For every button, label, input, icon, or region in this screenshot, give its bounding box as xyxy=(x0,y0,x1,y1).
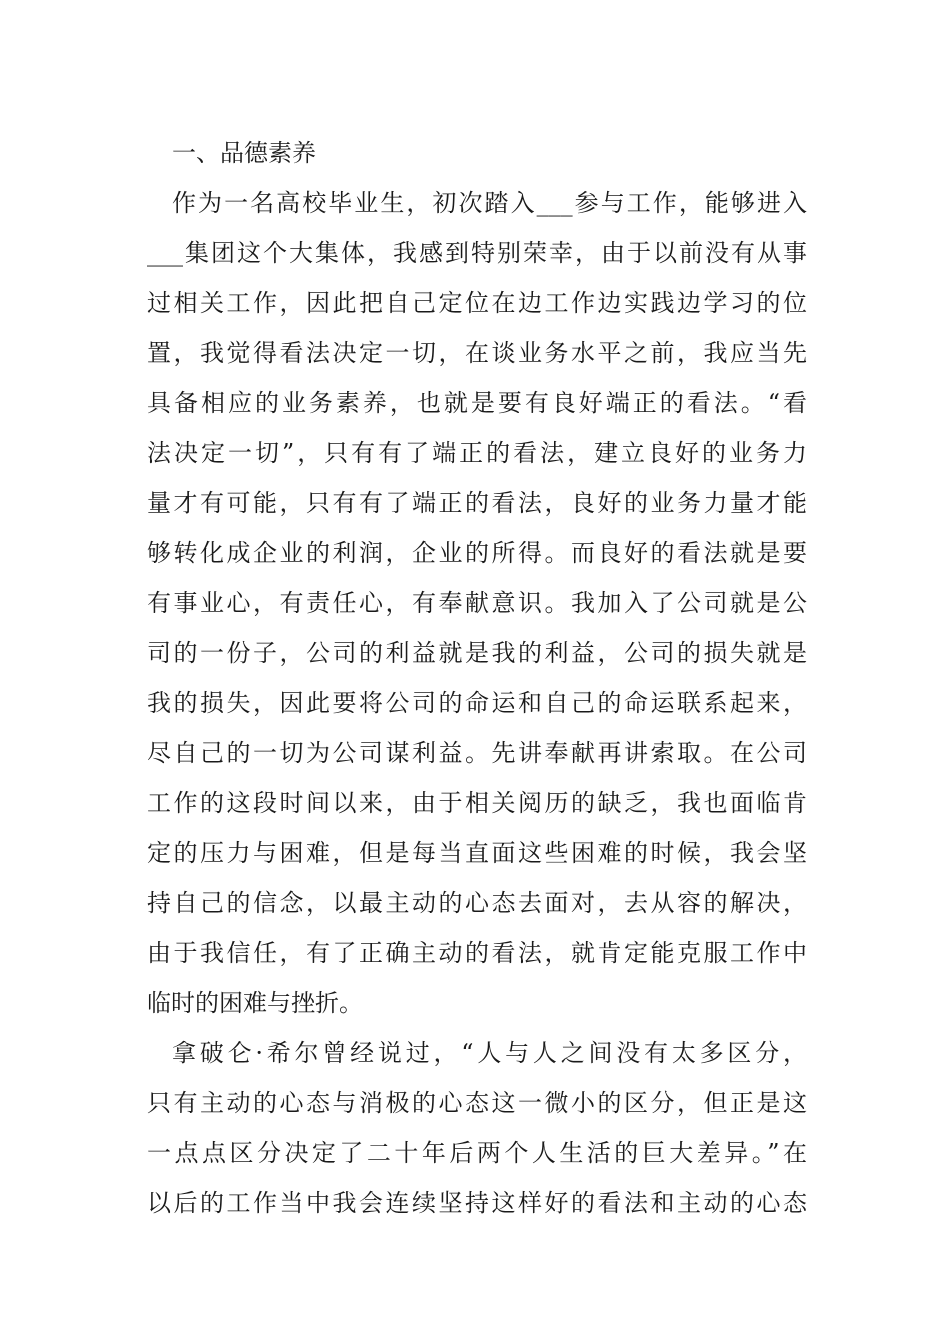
paragraph-line: 持自己的信念，以最主动的心态去面对，去从容的解决， xyxy=(147,889,807,917)
paragraph-line: 只有主动的心态与消极的心态这一微小的区分，但正是这 xyxy=(147,1089,807,1117)
paragraph-line: 法决定一切”，只有有了端正的看法，建立良好的业务力 xyxy=(147,439,807,467)
paragraph-line: 过相关工作，因此把自己定位在边工作边实践边学习的位 xyxy=(147,289,807,317)
paragraph-line: 工作的这段时间以来，由于相关阅历的缺乏，我也面临肯 xyxy=(147,789,807,817)
paragraph-line: 有事业心，有责任心，有奉献意识。我加入了公司就是公 xyxy=(147,589,807,617)
paragraph-line: 定的压力与困难，但是每当直面这些困难的时候，我会坚 xyxy=(147,839,807,867)
paragraph-line: 一点点区分决定了二十年后两个人生活的巨大差异。”在 xyxy=(147,1139,807,1167)
paragraph-line: 由于我信任，有了正确主动的看法，就肯定能克服工作中 xyxy=(147,939,807,967)
paragraph-line: 尽自己的一切为公司谋利益。先讲奉献再讲索取。在公司 xyxy=(147,739,807,767)
section-heading: 一、品德素养 xyxy=(172,139,316,167)
paragraph-line: ___集团这个大集体，我感到特别荣幸，由于以前没有从事 xyxy=(147,239,807,267)
paragraph-line: 我的损失，因此要将公司的命运和自己的命运联系起来， xyxy=(147,689,807,717)
paragraph-line: 临时的困难与挫折。 xyxy=(147,989,363,1017)
paragraph-line: 以后的工作当中我会连续坚持这样好的看法和主动的心态 xyxy=(147,1189,807,1217)
paragraph-line: 作为一名高校毕业生，初次踏入___参与工作，能够进入 xyxy=(172,189,807,217)
paragraph-line: 拿破仑·希尔曾经说过，“人与人之间没有太多区分， xyxy=(172,1039,807,1067)
paragraph-line: 置，我觉得看法决定一切，在谈业务水平之前，我应当先 xyxy=(147,339,807,367)
paragraph-line: 够转化成企业的利润，企业的所得。而良好的看法就是要 xyxy=(147,539,807,567)
paragraph-line: 具备相应的业务素养，也就是要有良好端正的看法。“看 xyxy=(147,389,807,417)
paragraph-line: 司的一份子，公司的利益就是我的利益，公司的损失就是 xyxy=(147,639,807,667)
paragraph-line: 量才有可能，只有有了端正的看法，良好的业务力量才能 xyxy=(147,489,807,517)
